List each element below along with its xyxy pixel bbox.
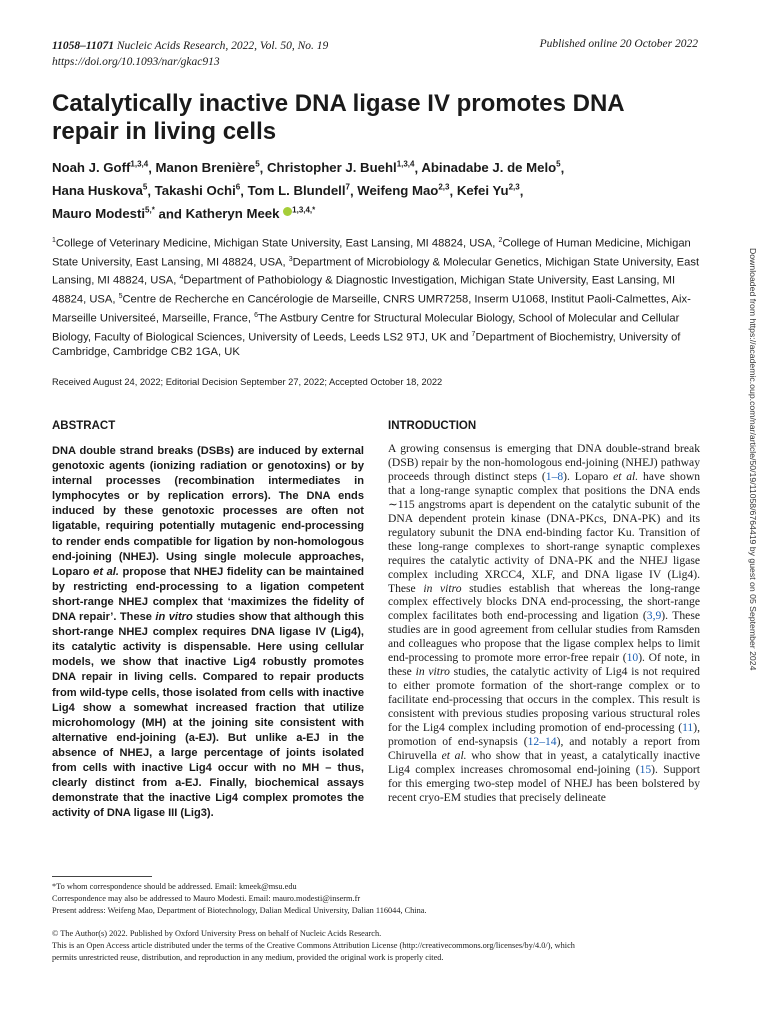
footnote-line: Correspondence may also be addressed to Mauro Modesti. Email: mauro.modesti@inserm.fr	[52, 894, 361, 903]
author: Manon Brenière$^5$	[155, 160, 260, 176]
author: Mauro Modesti$^{5,*}$	[52, 205, 155, 222]
journal-citation: Nucleic Acids Research, 2022, Vol. 50, No. 19	[116, 40, 329, 52]
published-date: Published online 20 October 2022	[539, 38, 698, 50]
received-dates: Received August 24, 2022; Editorial Decision September 27, 2022; Accepted October 18, 2022	[52, 377, 443, 387]
citation-link[interactable]: 15	[639, 762, 652, 776]
abstract-text: DNA double strand breaks (DSBs) are induced by external genotoxic agents (ionizing radiation or genotoxins) or by internal processes (recombination intermediates in lymphocytes or by replication errors). The DNA ends induced by these genotoxic processes are often not ligatable, requiring potentially mutagenic end-processing to render ends compatible for ligation by non-homologous end-joining (NHEJ). Using single molecule approaches, Loparo et al. propose that NHEJ fidelity can be maintained by restricting end-processing to a ligation competent short-range NHEJ complex that ‘maximizes the fidelity of DNA repair’. These in vitro studies show that although this short-range NHEJ complex requires DNA ligase IV (Lig4), its catalytic activity is dispensable. Here using cellular models, we show that inactive Lig4 robustly promotes DNA repair in living cells. Compared to repair products from wild-type cells, those isolated from cells with inactive Lig4 show a somewhat increased fraction that utilize microhomology (MH) at the joining site consistent with alternative end-joining (a-EJ). But unlike a-EJ in the absence of NHEJ, a large percentage of joints isolated from cells with inactive Lig4 occur with no MH – thus, clearly distinct from a-EJ. Finally, biochemical assays demonstrate that the inactive Lig4 complex promotes the activity of DNA ligase III (Lig3).	[52, 445, 365, 820]
footnote-line: Present address: Weifeng Mao, Department of Biotechnology, Dalian Medical University, Dalian 116044, China.	[52, 906, 427, 915]
introduction-text: A growing consensus is emerging that DNA double-strand break (DSB) repair by the non-homologous end-joining (NHEJ) pathway proceeds through distinct steps (1–8). Loparo et al. have shown that a long-range synaptic complex that positions the DNA ends ∼115 angstroms apart is dependent on the catalytic subunit of the DNA dependent protein kinase (DNA-PKcs, DNA-PK) and its regulatory subunit the DNA end-binding factor Ku. Transition of these long-range complexes to short-range synaptic complexes requires the catalytic activity of DNA-PK and the NHEJ ligase complex including XRCC4, XLF, and DNA ligase IV (Lig4). These in vitro studies establish that whereas the long-range complex effectively blocks DNA end-processing, the short-range complex facilitates both end-processing and ligation (3,9). These studies are in good agreement from cellular studies from Ramsden and colleagues who propose that the ligase complex helps to limit end-processing to promote more error-free repair (10). Of note, in these in vitro studies, the catalytic activity of Lig4 is not required to either promote formation of the short-range complex or to facilitate end-processing that occurs in the complex. This result is consistent with previous studies proposing various structural roles for the Lig4 complex including promotion of end-processing (11), promotion of end-synapsis (12–14), and notably a report from Chiruvella et al. who show that in yeast, a catalytically inactive Lig4 complex increases chromosomal end-joining (15). Support for this emerging two-step model of NHEJ has been bolstered by recent cryo-EM studies that precisely delineate	[388, 442, 701, 804]
citation-link[interactable]: 3,9	[646, 609, 662, 623]
footnotes	[52, 881, 712, 917]
author: Takashi Ochi$^6$	[154, 182, 241, 199]
citation-link[interactable]: 12–14	[527, 735, 557, 749]
citation-link[interactable]: 1–8	[545, 469, 564, 483]
author: Abinadabe J. de Melo$^5$	[421, 160, 561, 176]
author: Hana Huskova$^5$	[52, 182, 148, 199]
author: Katheryn Meek $^{1,3,4,*}$	[185, 205, 316, 222]
abstract-heading: ABSTRACT	[52, 420, 116, 432]
license-line: permits unrestricted reuse, distribution, and reproduction in any medium, provided the original work is properly cited.	[52, 953, 444, 962]
header-left	[52, 38, 328, 70]
author: Tom L. Blundell$^7$	[247, 182, 350, 199]
citation-link[interactable]: 10	[626, 651, 639, 665]
author: Weifeng Mao$^{2,3}$	[357, 182, 450, 199]
orcid-icon[interactable]	[283, 207, 292, 216]
doi-link[interactable]: https://doi.org/10.1093/nar/gkac913	[52, 56, 220, 68]
license-line: © The Author(s) 2022. Published by Oxford University Press on behalf of Nucleic Acids Research.	[52, 929, 382, 938]
introduction-heading: INTRODUCTION	[388, 420, 477, 432]
download-sidebar	[742, 248, 758, 768]
author-list: Noah J. Goff$^{1,3,4}$, Manon Brenière$^5$, Christopher J. Buehl$^{1,3,4}$, Abinadabe J. de Melo$^5$, Hana Huskova$^5$, Takashi Ochi$^6$, Tom L. Blundell$^7$, Weifeng Mao$^{2,3}$, Kefei Yu$^{2,3}$, Mauro Modesti$^{5,*}$ and Katheryn Meek $^{1,3,4,*}$	[52, 160, 565, 222]
footnote-divider	[52, 876, 152, 877]
citation-link[interactable]: 11	[682, 721, 694, 735]
author: Kefei Yu$^{2,3}$	[456, 182, 520, 199]
license-notice	[52, 928, 712, 964]
article-title: Catalytically inactive DNA ligase IV promotes DNA repair in living cells	[52, 90, 624, 145]
author: Noah J. Goff$^{1,3,4}$	[52, 160, 149, 176]
footnote-line: *To whom correspondence should be addressed. Email: kmeek@msu.edu	[52, 882, 297, 891]
author: Christopher J. Buehl$^{1,3,4}$	[266, 160, 415, 176]
page-range: 11058–11071	[52, 40, 114, 52]
license-line: This is an Open Access article distributed under the terms of the Creative Commons Attribution License (http://creativecommons.org/licenses/by/4.0/), which	[52, 941, 575, 950]
affiliations: $^1$College of Veterinary Medicine, Michigan State University, East Lansing, MI 48824, USA, $^2$College of Human Medicine, Michigan State University, East Lansing, MI 48824, USA, $^3$Department of Microbiology & Molecular Genetics, Michigan State University, East Lansing, MI 48824, USA, $^4$Department of Pathobiology & Diagnostic Investigation, Michigan State University, East Lansing, MI 48824, USA, $^5$Centre de Recherche en Cancérologie de Marseille, CNRS UMR7258, Inserm U1068, Institut Paoli-Calmettes, Aix-Marseille Universiteé, Marseille, France, $^6$The Astbury Centre for Structural Molecular Biology, School of Molecular and Cellular Biology, Faculty of Biological Sciences, University of Leeds, Leeds LS2 9TJ, UK and $^7$Department of Biochemistry, University of Cambridge, Cambridge CB2 1GA, UK	[52, 237, 700, 359]
download-note: Downloaded from https://academic.oup.com/nar/article/50/19/11058/6764419 by guest on 05 September 2024	[748, 248, 758, 671]
